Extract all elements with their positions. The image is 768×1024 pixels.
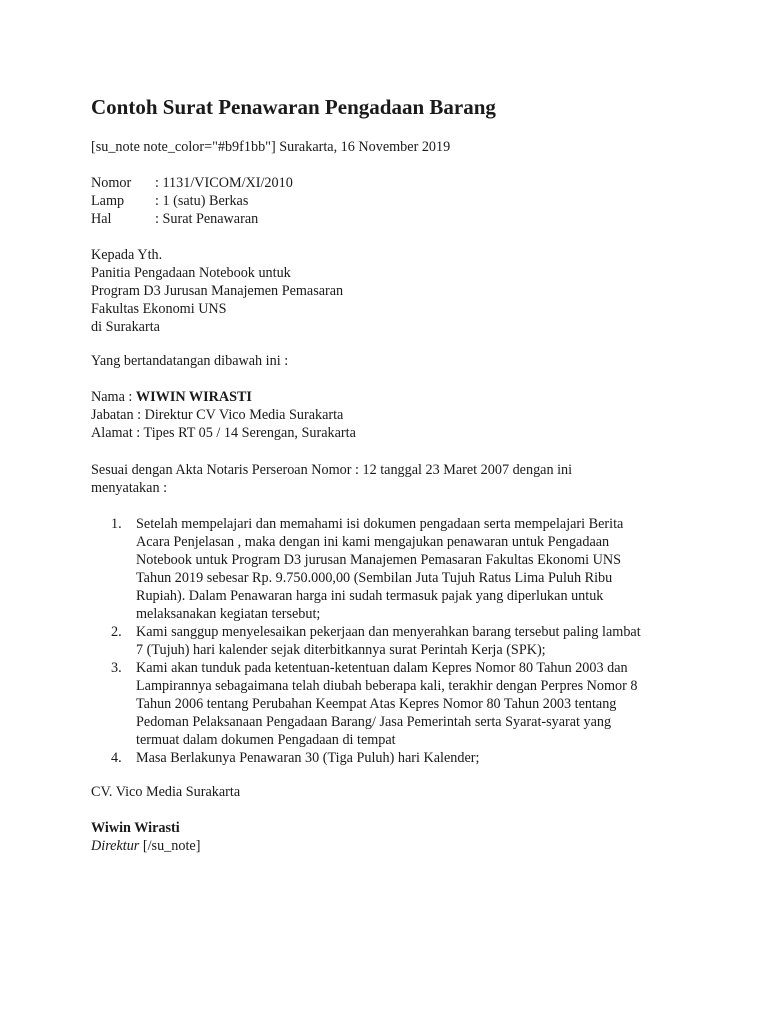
list-item-line: Kami sanggup menyelesaikan pekerjaan dan menyerahkan barang tersebut paling lambat [136, 624, 641, 640]
header-field-hal [91, 210, 691, 228]
list-item-line: 7 (Tujuh) hari kalender sejak diterbitkannya surat Perintah Kerja (SPK); [136, 642, 546, 658]
list-item-line: Tahun 2019 sebesar Rp. 9.750.000,00 (Sembilan Juta Tujuh Ratus Lima Puluh Ribu [136, 570, 613, 586]
list-item [111, 659, 676, 749]
list-number: 2. [111, 624, 122, 640]
list-item-line: Rupiah). Dalam Penawaran harga ini sudah termasuk pajak yang diperlukan untuk [136, 588, 604, 604]
field-label: Hal [91, 211, 112, 227]
list-item-line: melaksanakan kegiatan tersebut; [136, 606, 321, 622]
field-value: : 1 (satu) Berkas [155, 193, 249, 209]
header-field-lamp [91, 192, 691, 210]
intro-line: Yang bertandatangan dibawah ini : [91, 353, 289, 369]
signature-name: Wiwin Wirasti [91, 820, 180, 836]
signer-name-line [91, 388, 691, 406]
list-item [111, 623, 676, 659]
header-fields [91, 174, 691, 228]
signature-title-line [91, 837, 691, 855]
list-item-line: Masa Berlakunya Penawaran 30 (Tiga Puluh) hari Kalender; [136, 750, 480, 766]
list-number: 4. [111, 750, 122, 766]
signer-position-line: Jabatan : Direktur CV Vico Media Surakarta [91, 407, 344, 423]
company-line: CV. Vico Media Surakarta [91, 784, 241, 800]
signature-block [91, 819, 691, 855]
field-value: : Surat Penawaran [155, 211, 259, 227]
recipient-line: Fakultas Ekonomi UNS [91, 301, 227, 317]
list-item-line: Lampirannya sebagaimana telah diubah beberapa kali, terakhir dengan Perpres Nomor 8 [136, 678, 638, 694]
list-item [111, 749, 676, 767]
list-item-line: Notebook untuk Program D3 jurusan Manajemen Pemasaran Fakultas Ekonomi UNS [136, 552, 622, 568]
signer-address-line: Alamat : Tipes RT 05 / 14 Serengan, Surakarta [91, 425, 356, 441]
field-label: Nomor [91, 175, 132, 191]
recipient-line: di Surakarta [91, 319, 160, 335]
list-number: 3. [111, 660, 122, 676]
statement-line: Sesuai dengan Akta Notaris Perseroan Nomor : 12 tanggal 23 Maret 2007 dengan ini [91, 462, 573, 478]
list-item [111, 515, 676, 623]
statement-block [91, 461, 691, 497]
date-line: [su_note note_color="#b9f1bb"] Surakarta, 16 November 2019 [91, 139, 451, 155]
field-label: Lamp [91, 193, 125, 209]
list-item-line: Pedoman Pelaksanaan Pengadaan Barang/ Jasa Pemerintah serta Syarat-syarat yang [136, 714, 612, 730]
statement-line: menyatakan : [91, 480, 168, 496]
header-field-nomor [91, 174, 691, 192]
list-item-line: termuat dalam dokumen Pengadaan di tempat [136, 732, 396, 748]
signer-block [91, 388, 691, 442]
signature-title: Direktur [91, 838, 140, 854]
recipient-line: Kepada Yth. [91, 247, 163, 263]
recipient-block [91, 246, 691, 336]
recipient-line: Panitia Pengadaan Notebook untuk [91, 265, 291, 281]
recipient-line: Program D3 Jurusan Manajemen Pemasaran [91, 283, 344, 299]
list-number: 1. [111, 516, 122, 532]
name-value: WIWIN WIRASTI [135, 389, 252, 405]
document-title: Contoh Surat Penawaran Pengadaan Barang [91, 95, 496, 119]
field-value: : 1131/VICOM/XI/2010 [155, 175, 293, 191]
statement-list [111, 515, 676, 767]
closing-tag: [/su_note] [139, 838, 201, 854]
list-item-line: Tahun 2006 tentang Perubahan Keempat Atas Kepres Nomor 80 Tahun 2003 tentang [136, 696, 617, 712]
name-label: Nama : [91, 389, 136, 405]
list-item-line: Acara Penjelasan , maka dengan ini kami mengajukan penawaran untuk Pengadaan [136, 534, 610, 550]
list-item-line: Kami akan tunduk pada ketentuan-ketentuan dalam Kepres Nomor 80 Tahun 2003 dan [136, 660, 628, 676]
list-item-line: Setelah mempelajari dan memahami isi dokumen pengadaan serta mempelajari Berita [136, 516, 624, 532]
